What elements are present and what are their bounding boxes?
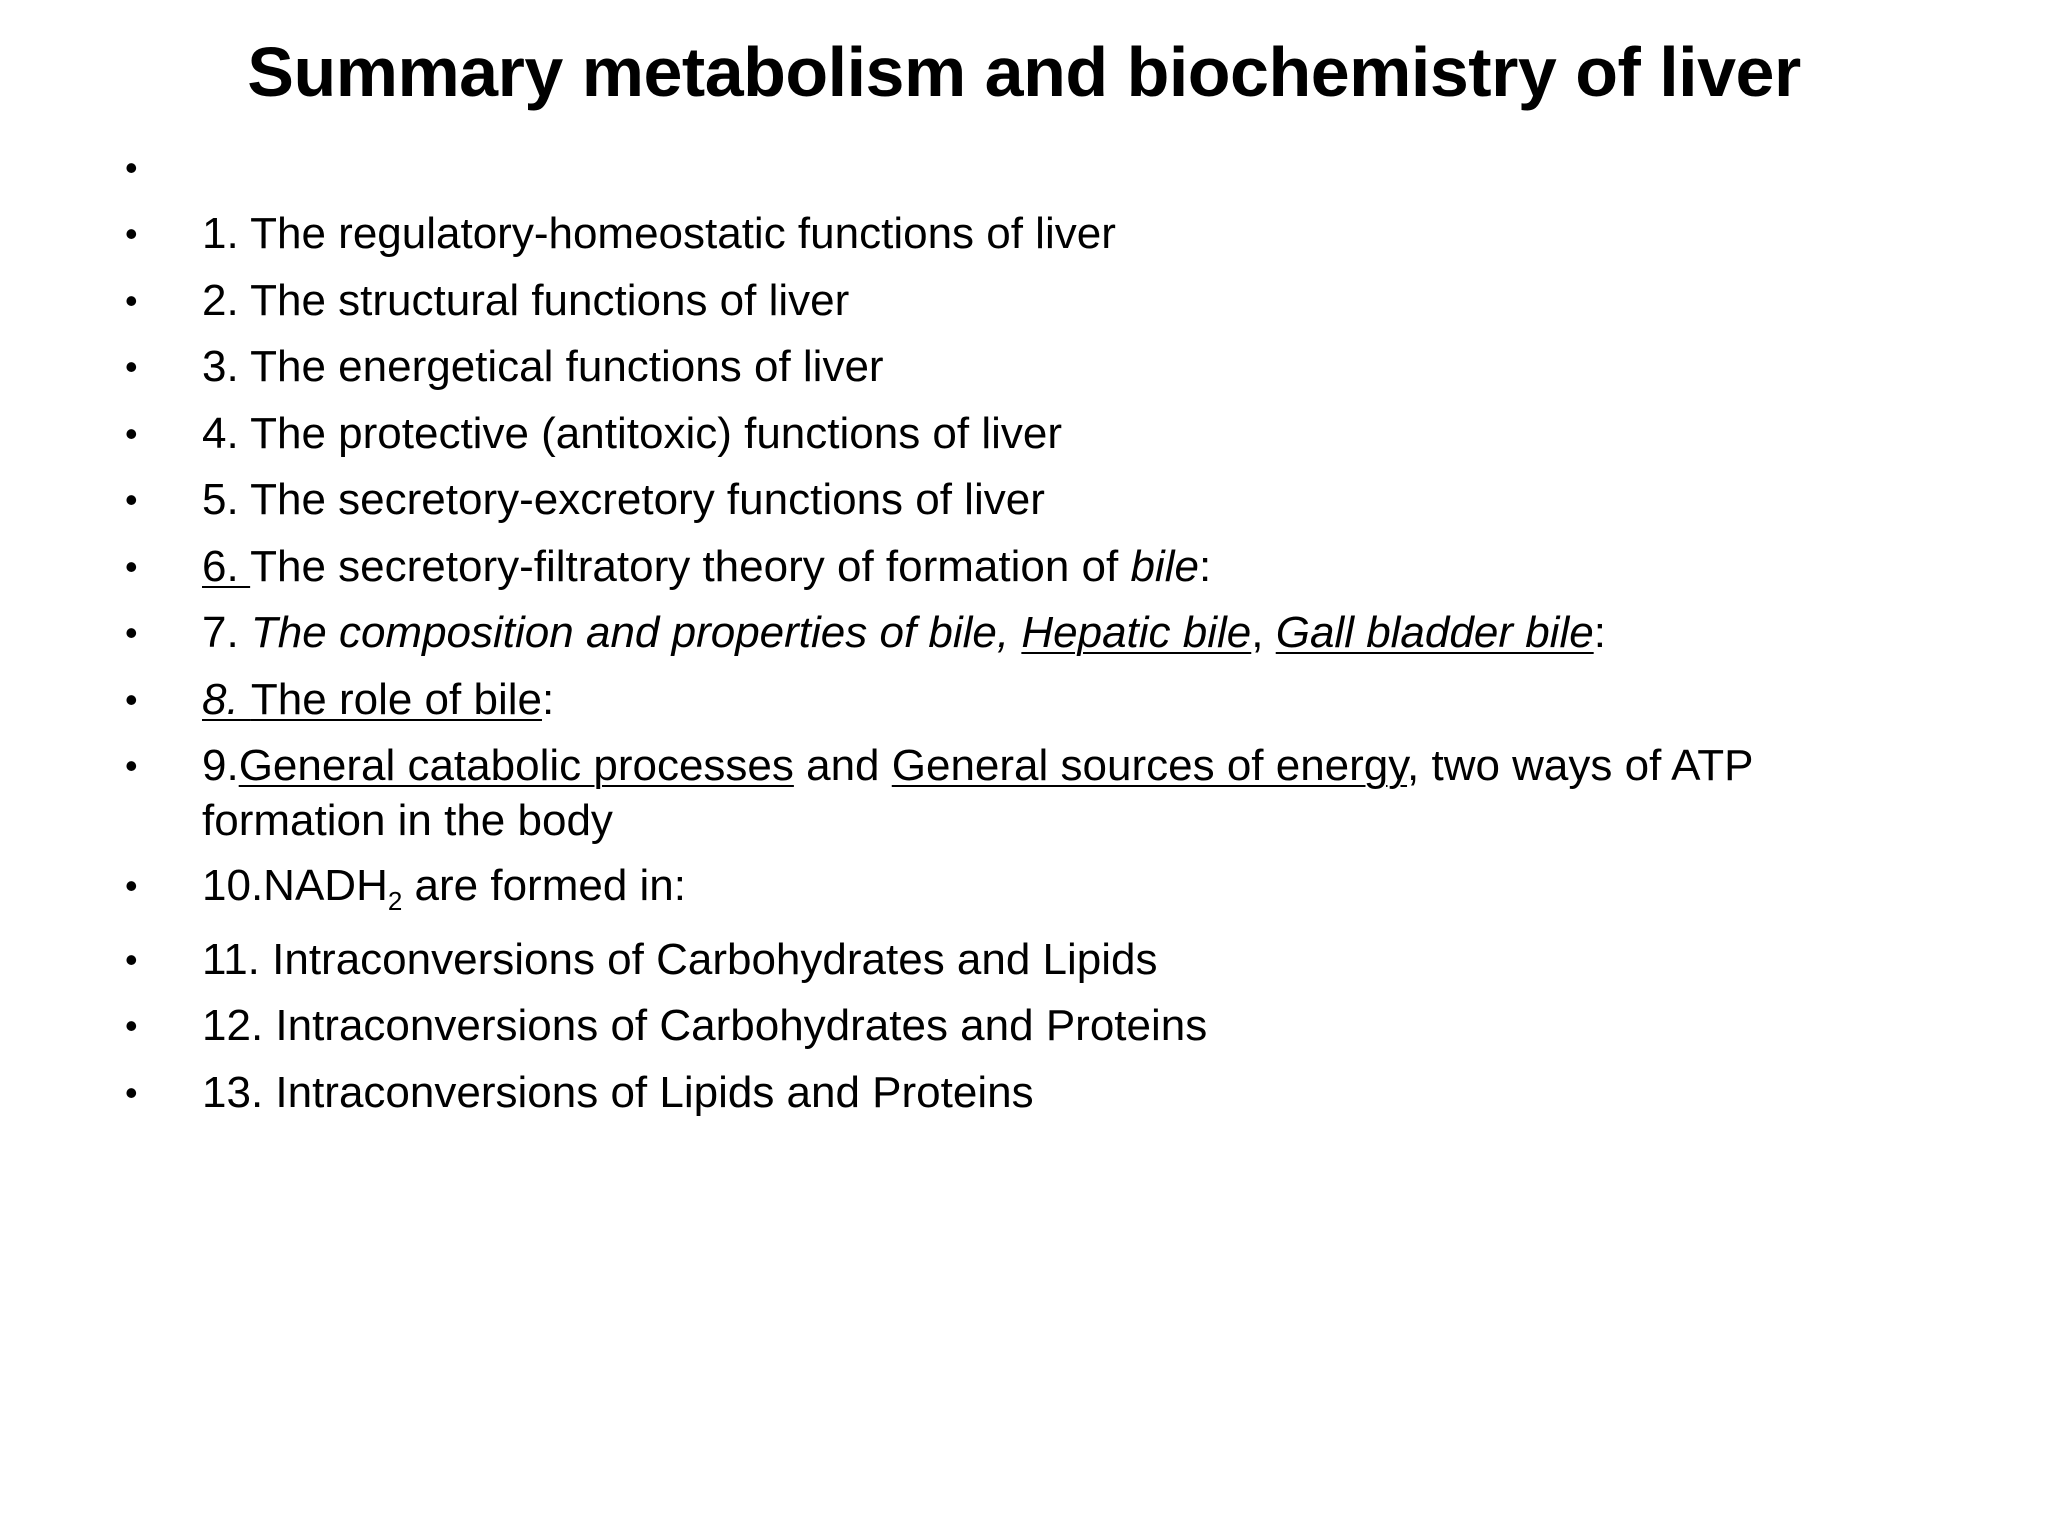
item-colon: :	[1593, 608, 1606, 657]
bullet-icon: •	[125, 745, 138, 786]
item-text: 4. The protective (antitoxic) functions of liver	[202, 409, 1063, 458]
bullet-icon: •	[125, 213, 138, 254]
gall-bladder-bile-term: Gall bladder bile	[1275, 608, 1594, 657]
item-number: 6.	[202, 542, 251, 591]
subscript: 2	[387, 886, 403, 916]
item-comma: ,	[1251, 608, 1276, 657]
slide-title: Summary metabolism and biochemistry of liver	[247, 33, 1801, 111]
bullet-icon: •	[125, 413, 138, 454]
item-text	[202, 539, 1942, 594]
catabolic-processes-term: General catabolic processes	[238, 741, 794, 790]
item-number: 7.	[202, 608, 251, 657]
item-text: 3. The energetical functions of liver	[202, 342, 884, 391]
item-number: 9.	[202, 741, 239, 790]
bullet-icon: •	[125, 1072, 138, 1113]
bullet-icon: •	[125, 865, 138, 906]
item-colon: :	[541, 675, 555, 724]
bullet-icon: •	[125, 679, 138, 720]
bullet-icon: •	[125, 1005, 138, 1046]
bullet-icon: •	[125, 280, 138, 321]
bullet-icon: •	[125, 939, 138, 980]
item-number: 8.	[202, 675, 251, 724]
bile-term: bile	[1130, 542, 1199, 591]
item-text: 5. The secretory-excretory functions of liver	[202, 475, 1045, 524]
bullet-icon: •	[125, 479, 138, 520]
item-body: , two ways of ATP formation in the body	[202, 741, 1753, 845]
item-text	[202, 858, 1942, 916]
item-text	[202, 738, 1942, 848]
item-text: 11. Intraconversions of Carbohydrates and Lipids	[202, 935, 1158, 984]
item-text: 2. The structural functions of liver	[202, 276, 850, 325]
item-text: 12. Intraconversions of Carbohydrates and Proteins	[202, 1001, 1208, 1050]
item-text: 1. The regulatory-homeostatic functions of liver	[202, 209, 1116, 258]
bullet-icon: •	[125, 147, 138, 188]
hepatic-bile-term: Hepatic bile	[1021, 608, 1252, 657]
bullet-icon: •	[125, 612, 138, 653]
item-rest: are formed in:	[402, 861, 686, 910]
item-text: 13. Intraconversions of Lipids and Proteins	[202, 1068, 1034, 1117]
item-colon: :	[1198, 542, 1212, 591]
item-body: The role of bile	[250, 675, 542, 724]
item-body: The composition and properties of bile,	[250, 608, 1022, 657]
item-body: The secretory-filtratory theory of formation of	[250, 542, 1131, 591]
bullet-icon: •	[125, 346, 138, 387]
item-and: and	[793, 741, 892, 790]
item-text	[202, 672, 1942, 727]
item-body: 10.NADH	[202, 861, 388, 910]
energy-sources-term: General sources of energy	[891, 741, 1408, 790]
item-text	[202, 605, 1942, 660]
bullet-icon: •	[125, 546, 138, 587]
